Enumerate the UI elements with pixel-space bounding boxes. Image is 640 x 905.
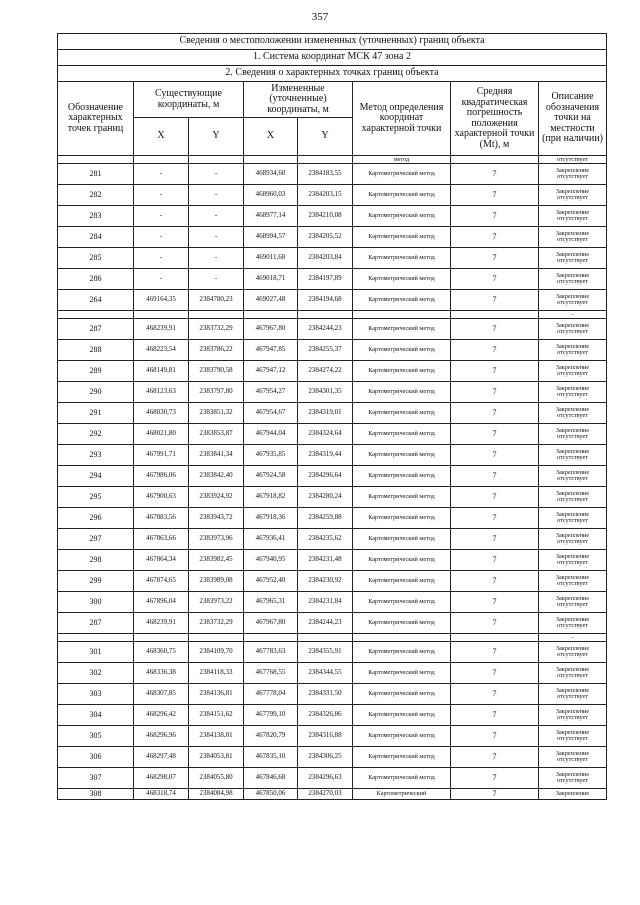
existing-x-cell: -	[134, 164, 189, 185]
error-cell: 7	[451, 248, 539, 269]
existing-y-cell: 2384109,70	[189, 642, 244, 663]
error-cell: 7	[451, 747, 539, 768]
changed-x-cell: 468934,60	[244, 164, 298, 185]
changed-y-cell: 2384210,08	[298, 206, 353, 227]
existing-x-cell: 468123,63	[134, 382, 189, 403]
existing-x-cell: 468296,42	[134, 705, 189, 726]
point-cell: 288	[58, 340, 134, 361]
changed-y-cell: 2384197,89	[298, 269, 353, 290]
desc-cell: Закрепление отсутствует	[539, 747, 607, 768]
point-cell: 290	[58, 382, 134, 403]
method-cell: Картометрический метод	[353, 550, 451, 571]
table-row	[58, 424, 607, 445]
existing-y-cell: 2383732,29	[189, 613, 244, 634]
method-cell: Картометрический метод	[353, 319, 451, 340]
existing-y-cell: -	[189, 248, 244, 269]
existing-y-cell: -	[189, 206, 244, 227]
error-cell: 7	[451, 290, 539, 311]
existing-y-cell: -	[189, 185, 244, 206]
desc-cell: Закрепление отсутствует	[539, 613, 607, 634]
method-cell: Картометрический метод	[353, 705, 451, 726]
group-separator-row	[58, 634, 607, 642]
col-changed-header: Измененные (уточненные) координаты, м	[244, 82, 353, 118]
error-cell: 7	[451, 361, 539, 382]
point-cell: 293	[58, 445, 134, 466]
changed-x-cell: 467947,85	[244, 340, 298, 361]
desc-cell: Закрепление отсутствует	[539, 642, 607, 663]
table-row	[58, 382, 607, 403]
method-cell: Картометрический метод	[353, 424, 451, 445]
changed-y-cell: 2384255,37	[298, 340, 353, 361]
existing-y-cell: 2384053,81	[189, 747, 244, 768]
desc-cell: Закрепление отсутствует	[539, 382, 607, 403]
point-cell: 285	[58, 248, 134, 269]
error-cell: 7	[451, 403, 539, 424]
changed-y-cell: 2384355,91	[298, 642, 353, 663]
point-cell: 281	[58, 164, 134, 185]
existing-y-cell: 2383982,45	[189, 550, 244, 571]
group-separator-row	[58, 311, 607, 319]
point-cell: 302	[58, 663, 134, 684]
method-cell: Картометрический метод	[353, 768, 451, 789]
changed-x-cell: 467967,80	[244, 319, 298, 340]
changed-y-cell: 2384306,25	[298, 747, 353, 768]
col-desc-header: Описание обозначения точки на местности (при наличии)	[539, 82, 607, 156]
method-cell: Картометрический метод	[353, 403, 451, 424]
point-cell: 287	[58, 613, 134, 634]
point-cell: 301	[58, 642, 134, 663]
error-cell: 7	[451, 508, 539, 529]
method-cell: Картометрический метод	[353, 487, 451, 508]
method-cell: Картометрический метод	[353, 684, 451, 705]
table-row	[58, 613, 607, 634]
desc-cell: Закрепление отсутствует	[539, 361, 607, 382]
existing-y-cell: 2384118,33	[189, 663, 244, 684]
desc-cell: Закрепление отсутствует	[539, 185, 607, 206]
existing-x-cell: 468307,85	[134, 684, 189, 705]
existing-y-cell: 2384138,01	[189, 726, 244, 747]
table-row	[58, 550, 607, 571]
coordinate-system-heading: 1. Система координат МСК 47 зона 2	[58, 50, 607, 66]
method-cell: Картометрический метод	[353, 726, 451, 747]
method-cell: Картометрический метод	[353, 613, 451, 634]
table-row	[58, 747, 607, 768]
error-cell: 7	[451, 487, 539, 508]
method-cell: Картометрический	[353, 789, 451, 800]
point-cell: 291	[58, 403, 134, 424]
existing-y-cell: 2383790,58	[189, 361, 244, 382]
existing-x-cell: 467991,71	[134, 445, 189, 466]
col-method-header: Метод определения координат характерной точки	[353, 82, 451, 156]
table-row	[58, 319, 607, 340]
table-row	[58, 206, 607, 227]
changed-x-cell: 469011,68	[244, 248, 298, 269]
changed-y-cell: 2384274,22	[298, 361, 353, 382]
existing-y-cell: 2383786,22	[189, 340, 244, 361]
table-row	[58, 403, 607, 424]
changed-y-cell: 2384244,23	[298, 319, 353, 340]
col-existing-header: Существующие координаты, м	[134, 82, 244, 118]
error-cell: 7	[451, 571, 539, 592]
changed-y-cell: 2384231,48	[298, 550, 353, 571]
changed-x-cell: 467768,55	[244, 663, 298, 684]
desc-cell: Закрепление	[539, 789, 607, 800]
existing-x-cell: 467986,06	[134, 466, 189, 487]
changed-y-cell: 2384205,52	[298, 227, 353, 248]
existing-y-cell: 2384136,81	[189, 684, 244, 705]
col-existing-y-header: Y	[189, 118, 244, 156]
existing-y-cell: 2383842,40	[189, 466, 244, 487]
group-separator-desc: -	[539, 311, 607, 319]
point-cell: 308	[58, 789, 134, 800]
point-cell: 303	[58, 684, 134, 705]
error-cell: 7	[451, 789, 539, 800]
table-row	[58, 592, 607, 613]
col-changed-y-header: Y	[298, 118, 353, 156]
changed-y-cell: 2384203,84	[298, 248, 353, 269]
changed-x-cell: 467924,58	[244, 466, 298, 487]
existing-x-cell: 469164,35	[134, 290, 189, 311]
method-cell: Картометрический метод	[353, 185, 451, 206]
error-cell: 7	[451, 592, 539, 613]
desc-cell: Закрепление отсутствует	[539, 508, 607, 529]
method-cell: Картометрический метод	[353, 382, 451, 403]
changed-y-cell: 2384344,55	[298, 663, 353, 684]
existing-x-cell: 468318,74	[134, 789, 189, 800]
changed-y-cell: 2384194,68	[298, 290, 353, 311]
error-cell: 7	[451, 684, 539, 705]
existing-x-cell: -	[134, 185, 189, 206]
changed-x-cell: 467783,63	[244, 642, 298, 663]
desc-cell: Закрепление отсутствует	[539, 466, 607, 487]
method-cell: Картометрический метод	[353, 642, 451, 663]
point-cell: 283	[58, 206, 134, 227]
existing-y-cell: 2383853,87	[189, 424, 244, 445]
method-cell: Картометрический метод	[353, 164, 451, 185]
changed-x-cell: 467778,04	[244, 684, 298, 705]
point-cell: 287	[58, 319, 134, 340]
table-row	[58, 361, 607, 382]
changed-x-cell: 467954,67	[244, 403, 298, 424]
existing-x-cell: 468336,38	[134, 663, 189, 684]
error-cell: 7	[451, 227, 539, 248]
changed-y-cell: 2384230,92	[298, 571, 353, 592]
continuation-row	[58, 156, 607, 164]
existing-x-cell: 468021,80	[134, 424, 189, 445]
existing-y-cell: -	[189, 164, 244, 185]
changed-y-cell: 2384319,01	[298, 403, 353, 424]
changed-y-cell: 2384183,55	[298, 164, 353, 185]
existing-y-cell: 2384055,80	[189, 768, 244, 789]
table-title: Сведения о местоположении измененных (уточненных) границ объекта	[58, 34, 607, 50]
table-row	[58, 684, 607, 705]
table-row	[58, 508, 607, 529]
existing-y-cell: 2383973,22	[189, 592, 244, 613]
error-cell: 7	[451, 613, 539, 634]
existing-x-cell: -	[134, 269, 189, 290]
method-cell: Картометрический метод	[353, 206, 451, 227]
existing-y-cell: 2383797,80	[189, 382, 244, 403]
table-row	[58, 642, 607, 663]
existing-x-cell: 468030,73	[134, 403, 189, 424]
table-row	[58, 340, 607, 361]
existing-x-cell: 467896,04	[134, 592, 189, 613]
table-row	[58, 248, 607, 269]
existing-x-cell: 468296,96	[134, 726, 189, 747]
desc-cell: Закрепление отсутствует	[539, 684, 607, 705]
existing-x-cell: 467883,56	[134, 508, 189, 529]
existing-y-cell: 2383973,96	[189, 529, 244, 550]
point-cell: 294	[58, 466, 134, 487]
error-cell: 7	[451, 726, 539, 747]
point-cell: 298	[58, 550, 134, 571]
desc-cell: Закрепление отсутствует	[539, 403, 607, 424]
point-cell: 284	[58, 227, 134, 248]
error-cell: 7	[451, 319, 539, 340]
existing-x-cell: 468239,91	[134, 613, 189, 634]
changed-x-cell: 468994,57	[244, 227, 298, 248]
error-cell: 7	[451, 269, 539, 290]
changed-y-cell: 2384316,88	[298, 726, 353, 747]
point-cell: 296	[58, 508, 134, 529]
boundary-points-table	[57, 33, 607, 800]
changed-y-cell: 2384235,62	[298, 529, 353, 550]
method-cell: Картометрический метод	[353, 571, 451, 592]
method-cell: Картометрический метод	[353, 592, 451, 613]
col-changed-x-header: X	[244, 118, 298, 156]
error-cell: 7	[451, 466, 539, 487]
desc-cell: Закрепление отсутствует	[539, 227, 607, 248]
existing-x-cell: 468149,81	[134, 361, 189, 382]
changed-x-cell: 468977,14	[244, 206, 298, 227]
method-cell: Картометрический метод	[353, 361, 451, 382]
point-cell: 307	[58, 768, 134, 789]
error-cell: 7	[451, 550, 539, 571]
changed-y-cell: 2384319,44	[298, 445, 353, 466]
changed-x-cell: 467967,80	[244, 613, 298, 634]
changed-x-cell: 467954,27	[244, 382, 298, 403]
point-cell: 289	[58, 361, 134, 382]
changed-x-cell: 467846,68	[244, 768, 298, 789]
existing-x-cell: 467864,34	[134, 550, 189, 571]
method-cell: Картометрический метод	[353, 466, 451, 487]
desc-cell: Закрепление отсутствует	[539, 319, 607, 340]
method-cell: Картометрический метод	[353, 269, 451, 290]
changed-x-cell: 467944,04	[244, 424, 298, 445]
point-cell: 305	[58, 726, 134, 747]
desc-cell: Закрепление отсутствует	[539, 424, 607, 445]
desc-cell: Закрепление отсутствует	[539, 206, 607, 227]
changed-x-cell: 467918,82	[244, 487, 298, 508]
error-cell: 7	[451, 185, 539, 206]
table-row	[58, 269, 607, 290]
changed-x-cell: 469027,48	[244, 290, 298, 311]
continuation-method: метод	[353, 156, 451, 164]
group-separator-desc: -	[539, 634, 607, 642]
table-row	[58, 290, 607, 311]
changed-y-cell: 2384296,63	[298, 768, 353, 789]
desc-cell: Закрепление отсутствует	[539, 248, 607, 269]
error-cell: 7	[451, 529, 539, 550]
changed-y-cell: 2384270,03	[298, 789, 353, 800]
existing-y-cell: 2384780,23	[189, 290, 244, 311]
desc-cell: Закрепление отсутствует	[539, 529, 607, 550]
changed-x-cell: 467918,36	[244, 508, 298, 529]
changed-x-cell: 467940,95	[244, 550, 298, 571]
error-cell: 7	[451, 382, 539, 403]
changed-x-cell: 467936,41	[244, 529, 298, 550]
table-row	[58, 726, 607, 747]
table-row	[58, 445, 607, 466]
desc-cell: Закрепление отсутствует	[539, 445, 607, 466]
desc-cell: Закрепление отсутствует	[539, 571, 607, 592]
changed-x-cell: 468960,03	[244, 185, 298, 206]
desc-cell: Закрепление отсутствует	[539, 768, 607, 789]
table-row	[58, 705, 607, 726]
changed-x-cell: 467965,31	[244, 592, 298, 613]
table-row	[58, 571, 607, 592]
changed-y-cell: 2384324,64	[298, 424, 353, 445]
changed-x-cell: 467850,06	[244, 789, 298, 800]
existing-y-cell: -	[189, 227, 244, 248]
existing-x-cell: 468360,75	[134, 642, 189, 663]
point-cell: 286	[58, 269, 134, 290]
error-cell: 7	[451, 424, 539, 445]
error-cell: 7	[451, 768, 539, 789]
table-row	[58, 164, 607, 185]
points-section-heading: 2. Сведения о характерных точках границ объекта	[58, 66, 607, 82]
table-row	[58, 487, 607, 508]
changed-y-cell: 2384331,50	[298, 684, 353, 705]
point-cell: 304	[58, 705, 134, 726]
existing-x-cell: 468223,54	[134, 340, 189, 361]
col-error-header: Средняя квадратическая погрешность положения характерной точки (Mt), м	[451, 82, 539, 156]
existing-x-cell: -	[134, 227, 189, 248]
point-cell: 299	[58, 571, 134, 592]
existing-x-cell: 468298,07	[134, 768, 189, 789]
changed-x-cell: 467947,12	[244, 361, 298, 382]
existing-y-cell: 2384151,62	[189, 705, 244, 726]
existing-x-cell: 467863,66	[134, 529, 189, 550]
changed-x-cell: 469018,71	[244, 269, 298, 290]
desc-cell: Закрепление отсутствует	[539, 269, 607, 290]
method-cell: Картометрический метод	[353, 290, 451, 311]
changed-x-cell: 467799,10	[244, 705, 298, 726]
existing-y-cell: 2383943,72	[189, 508, 244, 529]
changed-y-cell: 2384244,23	[298, 613, 353, 634]
table-row	[58, 466, 607, 487]
point-cell: 264	[58, 290, 134, 311]
method-cell: Картометрический метод	[353, 747, 451, 768]
continuation-desc: отсутствует	[539, 156, 607, 164]
existing-y-cell: 2383732,29	[189, 319, 244, 340]
desc-cell: Закрепление отсутствует	[539, 487, 607, 508]
changed-x-cell: 467820,79	[244, 726, 298, 747]
changed-y-cell: 2384203,15	[298, 185, 353, 206]
table-row	[58, 663, 607, 684]
existing-y-cell: 2383841,34	[189, 445, 244, 466]
desc-cell: Закрепление отсутствует	[539, 592, 607, 613]
existing-y-cell: 2383989,08	[189, 571, 244, 592]
point-cell: 295	[58, 487, 134, 508]
desc-cell: Закрепление отсутствует	[539, 164, 607, 185]
method-cell: Картометрический метод	[353, 529, 451, 550]
desc-cell: Закрепление отсутствует	[539, 340, 607, 361]
table-row	[58, 227, 607, 248]
error-cell: 7	[451, 445, 539, 466]
changed-y-cell: 2384301,35	[298, 382, 353, 403]
col-point-header: Обозначение характерных точек границ	[58, 82, 134, 156]
existing-y-cell: 2383924,92	[189, 487, 244, 508]
existing-x-cell: -	[134, 206, 189, 227]
changed-y-cell: 2384231,84	[298, 592, 353, 613]
method-cell: Картометрический метод	[353, 340, 451, 361]
col-existing-x-header: X	[134, 118, 189, 156]
desc-cell: Закрепление отсутствует	[539, 550, 607, 571]
error-cell: 7	[451, 206, 539, 227]
existing-x-cell: 468239,91	[134, 319, 189, 340]
method-cell: Картометрический метод	[353, 445, 451, 466]
existing-y-cell: 2384084,98	[189, 789, 244, 800]
table-row	[58, 529, 607, 550]
existing-y-cell: -	[189, 269, 244, 290]
error-cell: 7	[451, 663, 539, 684]
changed-x-cell: 467952,40	[244, 571, 298, 592]
desc-cell: Закрепление отсутствует	[539, 290, 607, 311]
point-cell: 282	[58, 185, 134, 206]
desc-cell: Закрепление отсутствует	[539, 705, 607, 726]
changed-x-cell: 467935,85	[244, 445, 298, 466]
point-cell: 306	[58, 747, 134, 768]
error-cell: 7	[451, 642, 539, 663]
existing-x-cell: -	[134, 248, 189, 269]
existing-x-cell: 467900,63	[134, 487, 189, 508]
point-cell: 297	[58, 529, 134, 550]
method-cell: Картометрический метод	[353, 227, 451, 248]
existing-x-cell: 467874,65	[134, 571, 189, 592]
existing-y-cell: 2383851,32	[189, 403, 244, 424]
method-cell: Картометрический метод	[353, 508, 451, 529]
point-cell: 300	[58, 592, 134, 613]
page-number: 357	[311, 11, 329, 23]
existing-x-cell: 468297,48	[134, 747, 189, 768]
changed-y-cell: 2384326,86	[298, 705, 353, 726]
desc-cell: Закрепление отсутствует	[539, 726, 607, 747]
error-cell: 7	[451, 705, 539, 726]
point-cell: 292	[58, 424, 134, 445]
changed-x-cell: 467835,10	[244, 747, 298, 768]
method-cell: Картометрический метод	[353, 663, 451, 684]
changed-y-cell: 2384280,24	[298, 487, 353, 508]
error-cell: 7	[451, 164, 539, 185]
error-cell: 7	[451, 340, 539, 361]
desc-cell: Закрепление отсутствует	[539, 663, 607, 684]
table-row	[58, 185, 607, 206]
table-row	[58, 789, 607, 800]
changed-y-cell: 2384296,64	[298, 466, 353, 487]
table-row	[58, 768, 607, 789]
method-cell: Картометрический метод	[353, 248, 451, 269]
changed-y-cell: 2384259,88	[298, 508, 353, 529]
